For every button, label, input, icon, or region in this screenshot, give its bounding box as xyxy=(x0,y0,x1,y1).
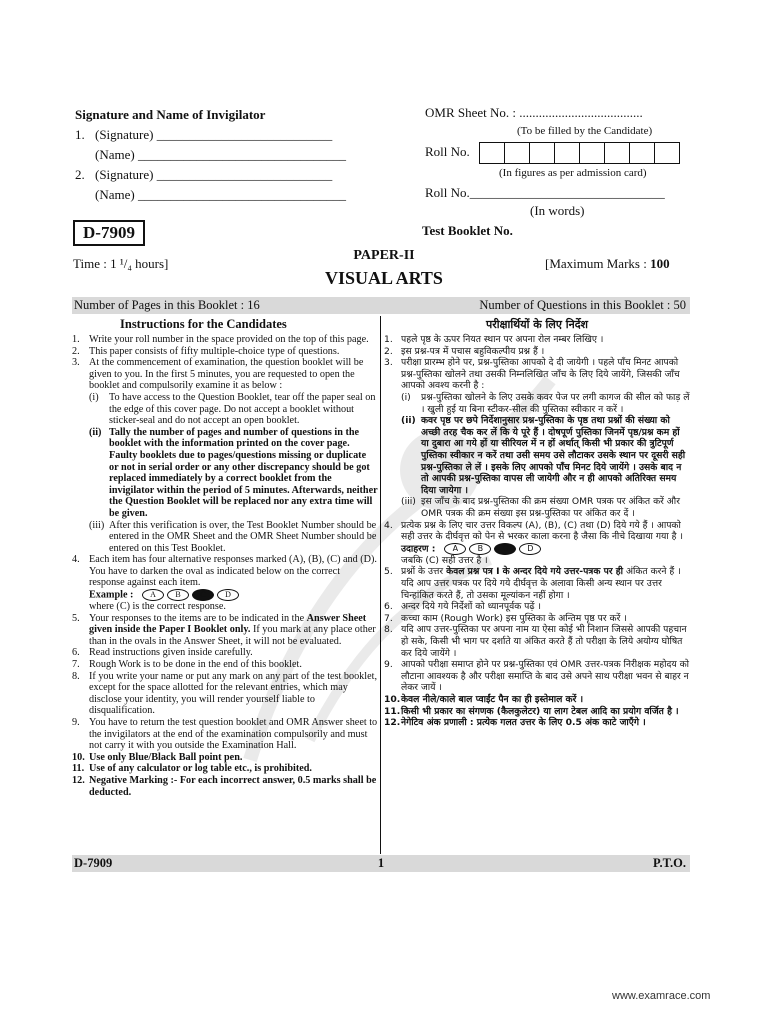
booklet-code: D-7909 xyxy=(73,220,145,246)
test-booklet-number-label: Test Booklet No. xyxy=(422,223,513,238)
list-item: 1. Write your roll number in the space provided on the top of this page. xyxy=(72,334,369,345)
oval-option: D xyxy=(519,543,541,555)
list-item: 7. कच्चा काम (Rough Work) इस पुस्तिका के अन्तिम पृष्ठ पर करें । xyxy=(384,612,627,624)
omr-block xyxy=(425,104,680,220)
signature-line[interactable]: ___________________________ xyxy=(156,167,333,182)
roll-number-row xyxy=(425,142,680,164)
instructions-heading-hi: परीक्षार्थियों के लिए निर्देश xyxy=(486,318,589,331)
signature-line[interactable]: ___________________________ xyxy=(156,127,333,142)
page-number: 1 xyxy=(377,856,385,870)
list-item: 6. Read instructions given inside carefully. xyxy=(72,647,253,659)
list-item: 9. आपको परीक्षा समाप्त होने पर प्रश्न-पुस्तिका एवं OMR उत्तर-पत्रक निरीक्षक महोदय को लौटाना आवश्यक है और परीक्षा समाप्ति के बाद उसे अपने साथ परीक्षा भवन से बाहर न लेकर जायें । xyxy=(384,659,690,694)
roll-note: (In figures as per admission card) xyxy=(499,167,647,179)
footer-code: D-7909 xyxy=(74,856,113,870)
list-subitem: (i) To have access to the Question Booklet, tear off the paper seal on the edge of this cover page. Do not accept a booklet without sticker-seal and do not accept an open booklet. xyxy=(89,391,376,427)
example-row: Example : A B C D xyxy=(72,589,378,601)
subject-title: VISUAL ARTS xyxy=(325,268,443,288)
page-footer-band xyxy=(72,855,690,872)
invigilator-row: 1. (Signature) ___________________________ xyxy=(75,127,333,142)
example-ovals xyxy=(142,589,239,601)
list-item: 10. Use only Blue/Black Ball point pen. xyxy=(72,751,243,763)
list-subitem: (iii) इस जाँच के बाद प्रश्न-पुस्तिका की क्रम संख्या OMR पत्रक पर अंकित करें और OMR पत्रक की क्रम संख्या इस प्रश्न-पुस्तिका पर अंकित कर दें । xyxy=(401,496,680,519)
pages-info: Number of Pages in this Booklet : 16 xyxy=(74,298,260,312)
instructions-hi xyxy=(384,334,690,729)
list-item: 9. You have to return the test question booklet and OMR Answer sheet to the invigilators at the end of the examination compulsorily and must not carry it with you outside the Examination Hall. xyxy=(72,717,378,752)
roll-number-boxes[interactable] xyxy=(479,142,680,164)
roll-label: Roll No. xyxy=(425,143,470,159)
list-item: जबकि (C) सही उत्तर है । xyxy=(401,554,488,566)
list-item: 3. परीक्षा प्रारम्भ होने पर, प्रश्न-पुस्तिका आपको दे दी जायेगी । पहले पाँच मिनट आपको प्रश्न-पुस्तिका खोलने तथा उसकी निम्नलिखित जाँच के लिए दिये जायेंगे, जिसकी जाँच आपको अवश्य करनी है : xyxy=(384,357,680,392)
list-item: where (C) is the correct response. xyxy=(89,601,226,613)
paper-title: PAPER-II xyxy=(353,248,415,263)
oval-option: A xyxy=(142,589,164,601)
list-item: 6. अन्दर दिये गये निर्देशों को ध्यानपूर्वक पढ़ें । xyxy=(384,601,541,613)
max-marks: [Maximum Marks : 100 xyxy=(545,256,670,271)
questions-info: Number of Questions in this Booklet : 50 xyxy=(479,298,686,312)
omr-note: (To be filled by the Candidate) xyxy=(517,125,653,137)
invigilator-block xyxy=(75,105,346,205)
list-item: 1. पहले पृष्ठ के ऊपर नियत स्थान पर अपना रोल नम्बर लिखिए । xyxy=(384,334,604,345)
list-subitem: (iii) After this verification is over, the Test Booklet Number should be entered in the OMR Sheet and the OMR Sheet Number should be entered on this Test Booklet. xyxy=(89,519,377,554)
invigilator-row: (Name) ________________________________ xyxy=(95,147,346,162)
booklet-info-band xyxy=(72,297,690,314)
name-line[interactable]: ________________________________ xyxy=(137,187,346,202)
invigilator-row: 2. (Signature) ___________________________ xyxy=(75,167,333,182)
list-item: 4. प्रत्येक प्रश्न के लिए चार उत्तर विकल्प (A), (B), (C) तथा (D) दिये गये हैं । आपको सही उत्तर के दीर्घवृत्त को पेन से भरकर काला करना है जैसा कि नीचे दिखाया गया है । xyxy=(384,519,683,543)
instructions-heading-en: Instructions for the Candidates xyxy=(120,317,287,331)
list-item: 3. At the commencement of examination, the question booklet will be given to you. In the first 5 minutes, you are requested to open the booklet and compulsorily examine it as below : xyxy=(72,357,364,392)
list-item: 11. Use of any calculator or log table etc., is prohibited. xyxy=(72,763,312,775)
list-item: 2. इस प्रश्न-पत्र में पचास बहुविकल्पीय प्रश्न हैं । xyxy=(384,345,545,357)
list-item: 7. Rough Work is to be done in the end of this booklet. xyxy=(72,659,302,671)
list-item: 8. If you write your name or put any mark on any part of the test booklet, except for the space allotted for the relevant entries, which may disclose your identity, you will render yourself liable to disqualification. xyxy=(72,670,378,717)
oval-option: B xyxy=(167,589,189,601)
list-item: 8. यदि आप उत्तर-पुस्तिका पर अपना नाम या ऐसा कोई भी निशान जिससे आपकी पहचान हो सके, किसी भी भाग पर दर्शाते या अंकित करते हैं तो परीक्षा के लिये अयोग्य घोषित कर दिये जायेंगे । xyxy=(384,624,687,659)
list-item: 12. Negative Marking :- For each incorrect answer, 0.5 marks shall be deducted. xyxy=(72,774,377,798)
list-subitem: (i) प्रश्न-पुस्तिका खोलने के लिए उसके कवर पेज पर लगी कागज की सील को फाड़ लें । खुली हुई या बिना स्टीकर-सील की पुस्तिका स्वीकार न करें । xyxy=(401,391,690,415)
example-ovals xyxy=(444,543,541,555)
omr-sheet-field[interactable]: OMR Sheet No. : ...................................... xyxy=(425,105,643,120)
list-item: 4. Each item has four alternative responses marked (A), (B), (C) and (D). You have to darken the oval as indicated below on the correct response against each item. xyxy=(72,554,377,589)
list-item: 2. This paper consists of fifty multiple-choice type of questions. xyxy=(72,345,340,357)
instructions-en xyxy=(72,334,378,798)
example-row: उदाहरण : A B C D xyxy=(384,543,690,555)
invigilator-row: (Name) ________________________________ xyxy=(95,187,346,202)
list-subitem: (ii) Tally the number of pages and number of questions in the booklet with the information printed on the cover page. Faulty booklets due to pages/questions missing or duplicate or not in serial order or any other discrepancy should be got replaced immediately by a correct booklet from the invigilator within the period of 5 minutes. Afterwards, neither the Question Booklet will be replaced nor any extra time will be given. xyxy=(89,426,378,519)
oval-option-filled: C xyxy=(494,543,516,555)
pto-label: P.T.O. xyxy=(653,856,686,870)
name-line[interactable]: ________________________________ xyxy=(137,147,346,162)
oval-option: B xyxy=(469,543,491,555)
time-info: Time : 1 ¹/₄ hours] xyxy=(73,256,169,271)
source-url[interactable]: www.examrace.com xyxy=(612,990,711,1002)
column-divider xyxy=(380,316,381,854)
oval-option: D xyxy=(217,589,239,601)
roll-words-note: (In words) xyxy=(530,203,585,218)
list-item: 5. Your responses to the items are to be indicated in the Answer Sheet given inside the Paper I Booklet only. If you mark at any place other than in the ovals in the Answer Sheet, it will not be evaluated. xyxy=(72,612,376,647)
list-subitem: (ii) कवर पृष्ठ पर छपे निर्देशानुसार प्रश्न-पुस्तिका के पृष्ठ तथा प्रश्नों की संख्या को अच्छी तरह चैक कर लें कि ये पूरे हैं । दोषपूर्ण पुस्तिका जिनमें पृष्ठ/प्रश्न कम हों या दुबारा आ गये हों या सीरियल में न हों अर्थात् किसी भी प्रकार की त्रुटिपूर्ण पुस्तिका स्वीकार न करें तथा उसी समय उसे लौटाकर उसके स्थान पर दूसरी सही प्रश्न-पुस्तिका ले लें । इसके लिए आपको पाँच मिनट दिये जायेंगे । उसके बाद न तो आपकी प्रश्न-पुस्तिका वापस ली जायेगी और न ही आपको अतिरिक्त समय दिया जायेगा । xyxy=(401,415,686,496)
oval-option-filled: C xyxy=(192,589,214,601)
list-item: 11. किसी भी प्रकार का संगणक (कैलकुलेटर) या लाग टेबल आदि का प्रयोग वर्जित है । xyxy=(384,705,679,717)
list-item: 12. नेगेटिव अंक प्रणाली : प्रत्येक गलत उत्तर के लिए 0.5 अंक काटे जाएँगे । xyxy=(384,717,646,729)
list-item: 10. केवल नीले/काले बाल प्वाईंट पैन का ही इस्तेमाल करें । xyxy=(384,693,584,705)
list-item: 5. प्रश्नों के उत्तर केवल प्रश्न पत्र I के अन्दर दिये गये उत्तर-पत्रक पर ही अंकित करने हैं । यदि आप उत्तर पत्रक पर दिये गये दीर्घवृत्त के अलावा किसी अन्य स्थान पर उत्तर चिन्हांकित करते हैं, तो उसका मूल्यांकन नहीं होगा । xyxy=(384,566,681,601)
invigilator-heading: Signature and Name of Invigilator xyxy=(75,107,266,122)
roll-words-field[interactable]: Roll No.______________________________ xyxy=(425,185,665,200)
oval-option: A xyxy=(444,543,466,555)
